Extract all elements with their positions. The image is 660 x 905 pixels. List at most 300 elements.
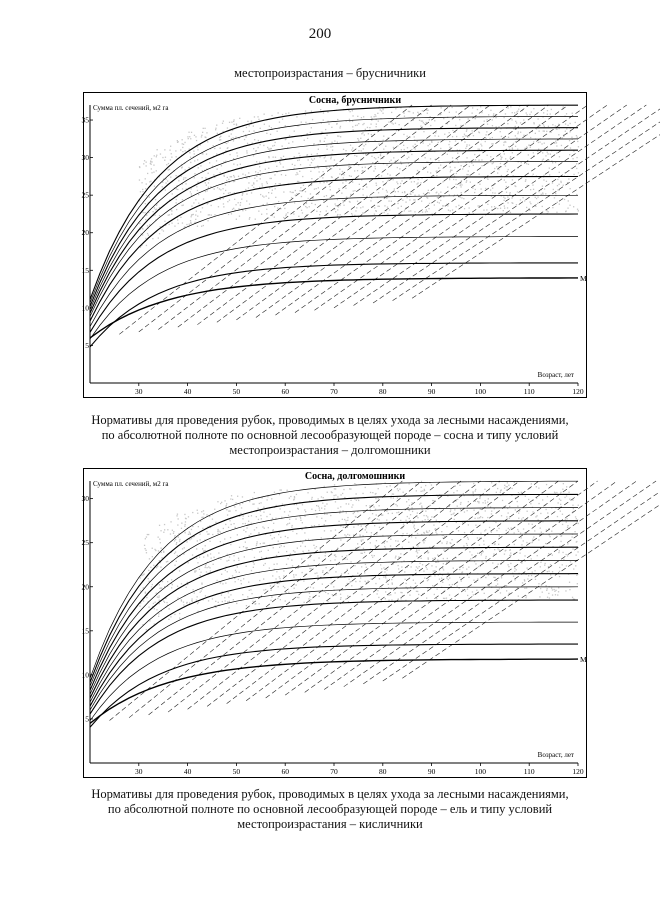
speckle-dot xyxy=(187,136,188,137)
speckle-dot xyxy=(406,166,407,167)
speckle-dot xyxy=(164,602,165,603)
speckle-dot xyxy=(412,192,413,193)
speckle-dot xyxy=(409,199,410,200)
speckle-dot xyxy=(556,129,557,130)
speckle-dot xyxy=(263,512,264,513)
speckle-dot xyxy=(227,127,228,128)
speckle-dot xyxy=(249,217,250,218)
speckle-dot xyxy=(395,592,396,593)
speckle-dot xyxy=(557,185,558,186)
speckle-dot xyxy=(324,157,325,158)
speckle-dot xyxy=(532,511,533,512)
speckle-dot xyxy=(338,136,339,137)
speckle-dot xyxy=(546,210,547,211)
speckle-dot xyxy=(182,151,183,152)
speckle-dot xyxy=(391,599,392,600)
speckle-dot xyxy=(189,224,190,225)
speckle-dot xyxy=(510,555,511,556)
speckle-dot xyxy=(314,167,315,168)
speckle-dot xyxy=(492,119,493,120)
speckle-dot xyxy=(259,603,260,604)
speckle-dot xyxy=(226,509,227,510)
speckle-dot xyxy=(160,587,161,588)
speckle-dot xyxy=(542,499,543,500)
speckle-dot xyxy=(271,127,272,128)
speckle-dot xyxy=(374,166,375,167)
speckle-dot xyxy=(391,122,392,123)
speckle-dot xyxy=(504,179,505,180)
speckle-dot xyxy=(235,510,236,511)
speckle-dot xyxy=(453,568,454,569)
caption-3 xyxy=(0,787,660,832)
speckle-dot xyxy=(194,135,195,136)
speckle-dot xyxy=(509,555,510,556)
speckle-dot xyxy=(342,556,343,557)
speckle-dot xyxy=(487,124,488,125)
speckle-dot xyxy=(449,584,450,585)
speckle-dot xyxy=(480,509,481,510)
speckle-dot xyxy=(249,590,250,591)
speckle-dot xyxy=(480,106,481,107)
speckle-dot xyxy=(335,594,336,595)
speckle-dot xyxy=(548,553,549,554)
speckle-dot xyxy=(345,181,346,182)
speckle-dot xyxy=(408,211,409,212)
speckle-dot xyxy=(530,147,531,148)
speckle-dot xyxy=(238,560,239,561)
speckle-dot xyxy=(217,580,218,581)
speckle-dot xyxy=(501,157,502,158)
speckle-dot xyxy=(183,604,184,605)
speckle-dot xyxy=(279,162,280,163)
speckle-dot xyxy=(404,571,405,572)
speckle-dot xyxy=(160,542,161,543)
speckle-dot xyxy=(483,544,484,545)
speckle-dot xyxy=(535,206,536,207)
speckle-dot xyxy=(206,514,207,515)
speckle-dot xyxy=(241,199,242,200)
speckle-dot xyxy=(438,136,439,137)
speckle-dot xyxy=(339,173,340,174)
speckle-dot xyxy=(421,120,422,121)
speckle-dot xyxy=(538,539,539,540)
speckle-dot xyxy=(159,233,160,234)
speckle-dot xyxy=(367,580,368,581)
speckle-dot xyxy=(362,553,363,554)
speckle-dot xyxy=(500,159,501,160)
speckle-dot xyxy=(340,539,341,540)
speckle-dot xyxy=(342,182,343,183)
speckle-dot xyxy=(237,164,238,165)
speckle-dot xyxy=(381,110,382,111)
speckle-dot xyxy=(263,578,264,579)
speckle-dot xyxy=(485,558,486,559)
speckle-dot xyxy=(417,568,418,569)
speckle-dot xyxy=(166,164,167,165)
speckle-dot xyxy=(521,544,522,545)
speckle-dot xyxy=(295,195,296,196)
speckle-dot xyxy=(246,150,247,151)
speckle-dot xyxy=(144,545,145,546)
speckle-dot xyxy=(478,205,479,206)
speckle-dot xyxy=(185,150,186,151)
speckle-dot xyxy=(512,179,513,180)
speckle-dot xyxy=(570,147,571,148)
speckle-dot xyxy=(284,208,285,209)
speckle-dot xyxy=(426,567,427,568)
speckle-dot xyxy=(259,580,260,581)
speckle-dot xyxy=(548,593,549,594)
speckle-dot xyxy=(274,174,275,175)
speckle-dot xyxy=(449,141,450,142)
speckle-dot xyxy=(518,131,519,132)
speckle-dot xyxy=(459,569,460,570)
speckle-dot xyxy=(487,155,488,156)
speckle-dot xyxy=(171,153,172,154)
speckle-dot xyxy=(541,585,542,586)
speckle-dot xyxy=(291,527,292,528)
speckle-dot xyxy=(146,165,147,166)
speckle-dot xyxy=(268,168,269,169)
speckle-dot xyxy=(547,153,548,154)
speckle-dot xyxy=(253,183,254,184)
speckle-dot xyxy=(257,116,258,117)
speckle-dot xyxy=(396,181,397,182)
speckle-dot xyxy=(160,530,161,531)
speckle-dot xyxy=(468,174,469,175)
speckle-dot xyxy=(508,169,509,170)
speckle-dot xyxy=(386,190,387,191)
speckle-dot xyxy=(436,598,437,599)
speckle-dot xyxy=(399,489,400,490)
speckle-dot xyxy=(410,514,411,515)
speckle-dot xyxy=(191,600,192,601)
speckle-dot xyxy=(294,551,295,552)
speckle-dot xyxy=(296,193,297,194)
speckle-dot xyxy=(404,116,405,117)
speckle-dot xyxy=(275,142,276,143)
growth-curve xyxy=(90,116,578,303)
speckle-dot xyxy=(262,195,263,196)
speckle-dot xyxy=(456,136,457,137)
speckle-dot xyxy=(552,124,553,125)
y-tick-label: 5 xyxy=(85,714,89,724)
speckle-dot xyxy=(218,602,219,603)
speckle-dot xyxy=(216,160,217,161)
speckle-dot xyxy=(549,597,550,598)
speckle-dot xyxy=(291,192,292,193)
speckle-dot xyxy=(576,157,577,158)
speckle-dot xyxy=(434,594,435,595)
speckle-dot xyxy=(417,533,418,534)
speckle-dot xyxy=(554,143,555,144)
speckle-dot xyxy=(387,207,388,208)
speckle-dot xyxy=(197,190,198,191)
speckle-dot xyxy=(319,510,320,511)
speckle-dot xyxy=(267,203,268,204)
speckle-dot xyxy=(162,186,163,187)
speckle-dot xyxy=(285,113,286,114)
speckle-dot xyxy=(421,558,422,559)
speckle-dot xyxy=(439,579,440,580)
speckle-dot xyxy=(164,221,165,222)
speckle-dot xyxy=(347,517,348,518)
speckle-dot xyxy=(408,499,409,500)
speckle-dot xyxy=(295,190,296,191)
speckle-dot xyxy=(286,214,287,215)
speckle-dot xyxy=(247,547,248,548)
speckle-dot xyxy=(318,524,319,525)
speckle-dot xyxy=(256,543,257,544)
speckle-dot xyxy=(392,582,393,583)
speckle-dot xyxy=(200,211,201,212)
speckle-dot xyxy=(273,547,274,548)
speckle-dot xyxy=(264,543,265,544)
speckle-dot xyxy=(313,144,314,145)
speckle-dot xyxy=(578,146,579,147)
speckle-dot xyxy=(300,518,301,519)
speckle-dot xyxy=(386,164,387,165)
speckle-dot xyxy=(182,548,183,549)
speckle-dot xyxy=(261,214,262,215)
speckle-dot xyxy=(382,188,383,189)
speckle-dot xyxy=(575,516,576,517)
speckle-dot xyxy=(547,571,548,572)
speckle-dot xyxy=(207,555,208,556)
speckle-dot xyxy=(258,140,259,141)
speckle-dot xyxy=(320,140,321,141)
speckle-dot xyxy=(557,516,558,517)
speckle-dot xyxy=(345,520,346,521)
speckle-dot xyxy=(171,223,172,224)
speckle-dot xyxy=(335,571,336,572)
speckle-dot xyxy=(413,580,414,581)
speckle-dot xyxy=(541,194,542,195)
speckle-dot xyxy=(388,513,389,514)
speckle-dot xyxy=(443,598,444,599)
speckle-dot xyxy=(258,172,259,173)
speckle-dot xyxy=(473,580,474,581)
speckle-dot xyxy=(175,539,176,540)
speckle-dot xyxy=(260,515,261,516)
speckle-dot xyxy=(431,141,432,142)
speckle-dot xyxy=(142,212,143,213)
speckle-dot xyxy=(556,153,557,154)
dashed-line xyxy=(158,105,451,330)
speckle-dot xyxy=(191,214,192,215)
speckle-dot xyxy=(301,558,302,559)
speckle-dot xyxy=(174,226,175,227)
speckle-dot xyxy=(290,496,291,497)
speckle-dot xyxy=(554,197,555,198)
speckle-dot xyxy=(205,182,206,183)
speckle-dot xyxy=(260,511,261,512)
speckle-dot xyxy=(202,177,203,178)
speckle-dot xyxy=(457,490,458,491)
speckle-dot xyxy=(355,125,356,126)
speckle-dot xyxy=(453,492,454,493)
speckle-dot xyxy=(275,197,276,198)
speckle-dot xyxy=(215,522,216,523)
speckle-dot xyxy=(201,226,202,227)
speckle-dot xyxy=(498,169,499,170)
speckle-dot xyxy=(337,209,338,210)
speckle-dot xyxy=(298,216,299,217)
speckle-dot xyxy=(220,199,221,200)
speckle-dot xyxy=(320,109,321,110)
speckle-dot xyxy=(508,485,509,486)
speckle-dot xyxy=(171,210,172,211)
speckle-dot xyxy=(292,525,293,526)
speckle-dot xyxy=(514,532,515,533)
speckle-dot xyxy=(151,168,152,169)
speckle-dot xyxy=(270,178,271,179)
speckle-dot xyxy=(390,497,391,498)
speckle-dot xyxy=(339,205,340,206)
speckle-dot xyxy=(309,568,310,569)
speckle-dot xyxy=(406,533,407,534)
speckle-dot xyxy=(271,193,272,194)
speckle-dot xyxy=(221,502,222,503)
speckle-dot xyxy=(398,490,399,491)
speckle-dot xyxy=(208,182,209,183)
speckle-dot xyxy=(442,568,443,569)
speckle-dot xyxy=(379,527,380,528)
speckle-dot xyxy=(200,539,201,540)
speckle-dot xyxy=(220,189,221,190)
speckle-dot xyxy=(245,136,246,137)
speckle-dot xyxy=(423,193,424,194)
speckle-dot xyxy=(477,109,478,110)
speckle-dot xyxy=(352,504,353,505)
speckle-dot xyxy=(442,582,443,583)
speckle-dot xyxy=(406,583,407,584)
speckle-dot xyxy=(222,601,223,602)
speckle-dot xyxy=(518,596,519,597)
dashed-line xyxy=(363,481,656,684)
speckle-dot xyxy=(568,178,569,179)
speckle-dot xyxy=(176,175,177,176)
speckle-dot xyxy=(378,498,379,499)
growth-curve xyxy=(90,547,578,698)
speckle-dot xyxy=(156,155,157,156)
speckle-dot xyxy=(197,182,198,183)
speckle-dot xyxy=(268,156,269,157)
speckle-dot xyxy=(208,173,209,174)
speckle-dot xyxy=(230,544,231,545)
speckle-dot xyxy=(206,132,207,133)
speckle-dot xyxy=(314,525,315,526)
speckle-dot xyxy=(538,503,539,504)
speckle-dot xyxy=(176,188,177,189)
speckle-dot xyxy=(434,570,435,571)
speckle-dot xyxy=(550,574,551,575)
speckle-dot xyxy=(230,537,231,538)
speckle-dot xyxy=(475,563,476,564)
speckle-dot xyxy=(169,169,170,170)
speckle-dot xyxy=(475,501,476,502)
speckle-dot xyxy=(482,517,483,518)
speckle-dot xyxy=(566,128,567,129)
speckle-dot xyxy=(466,569,467,570)
speckle-dot xyxy=(258,519,259,520)
speckle-dot xyxy=(197,226,198,227)
speckle-dot xyxy=(305,110,306,111)
speckle-dot xyxy=(312,119,313,120)
speckle-dot xyxy=(215,128,216,129)
speckle-dot xyxy=(483,210,484,211)
speckle-dot xyxy=(309,165,310,166)
speckle-dot xyxy=(572,536,573,537)
speckle-dot xyxy=(407,136,408,137)
speckle-dot xyxy=(203,556,204,557)
speckle-dot xyxy=(258,508,259,509)
speckle-dot xyxy=(350,111,351,112)
speckle-dot xyxy=(506,585,507,586)
speckle-dot xyxy=(223,121,224,122)
speckle-dot xyxy=(183,144,184,145)
speckle-dot xyxy=(521,537,522,538)
speckle-dot xyxy=(308,539,309,540)
speckle-dot xyxy=(273,523,274,524)
speckle-dot xyxy=(411,507,412,508)
speckle-dot xyxy=(251,593,252,594)
speckle-dot xyxy=(191,206,192,207)
speckle-dot xyxy=(545,193,546,194)
speckle-dot xyxy=(340,594,341,595)
speckle-dot xyxy=(395,108,396,109)
speckle-dot xyxy=(530,203,531,204)
speckle-dot xyxy=(302,504,303,505)
speckle-dot xyxy=(396,512,397,513)
speckle-dot xyxy=(316,505,317,506)
speckle-dot xyxy=(484,489,485,490)
growth-curve xyxy=(90,481,578,678)
speckle-dot xyxy=(339,512,340,513)
speckle-dot xyxy=(362,189,363,190)
speckle-dot xyxy=(229,200,230,201)
speckle-dot xyxy=(435,528,436,529)
speckle-dot xyxy=(514,568,515,569)
speckle-dot xyxy=(491,196,492,197)
speckle-dot xyxy=(397,203,398,204)
speckle-dot xyxy=(346,503,347,504)
x-tick-label: 110 xyxy=(523,767,535,776)
speckle-dot xyxy=(206,154,207,155)
speckle-dot xyxy=(363,213,364,214)
x-tick-label: 120 xyxy=(572,387,584,396)
speckle-dot xyxy=(294,588,295,589)
speckle-dot xyxy=(346,197,347,198)
speckle-dot xyxy=(185,524,186,525)
speckle-dot xyxy=(349,535,350,536)
speckle-dot xyxy=(264,114,265,115)
speckle-dot xyxy=(338,206,339,207)
speckle-dot xyxy=(220,582,221,583)
speckle-dot xyxy=(466,129,467,130)
speckle-dot xyxy=(451,514,452,515)
speckle-dot xyxy=(501,577,502,578)
speckle-dot xyxy=(283,570,284,571)
speckle-dot xyxy=(337,508,338,509)
speckle-dot xyxy=(497,488,498,489)
x-tick-label: 60 xyxy=(281,387,289,396)
speckle-dot xyxy=(516,111,517,112)
speckle-dot xyxy=(558,502,559,503)
speckle-dot xyxy=(372,162,373,163)
speckle-dot xyxy=(369,127,370,128)
speckle-dot xyxy=(538,149,539,150)
